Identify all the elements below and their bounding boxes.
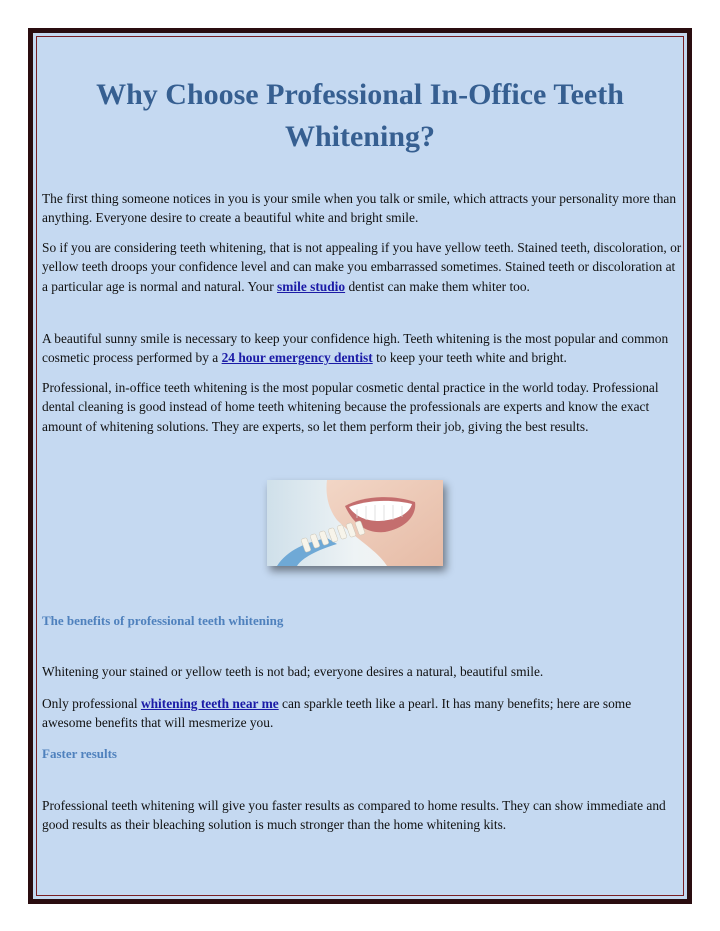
paragraph-text: dentist can make them whiter too. xyxy=(345,278,530,294)
faster-results-heading: Faster results xyxy=(42,746,117,761)
smile-studio-link[interactable]: smile studio xyxy=(277,278,346,294)
emergency-dentist-link[interactable]: 24 hour emergency dentist xyxy=(221,350,373,366)
paragraph-sunny-smile xyxy=(42,329,682,368)
document-page xyxy=(28,28,692,904)
paragraph-text: to keep your teeth white and bright. xyxy=(372,350,567,366)
paragraph-text: can sparkle teeth like a pearl. It has many benefits; here are some awesome benefits that will mesmerize you. xyxy=(42,696,632,731)
whitening-near-me-link[interactable]: whitening teeth near me xyxy=(140,696,279,711)
paragraph-intro: The first thing someone notices in you is your smile when you talk or smile, which attracts your personality more than anything. Everyone desire to create a beautiful white and bright smile. xyxy=(42,191,677,226)
paragraph-text: So if you are considering teeth whitening, that is not appealing if you have yellow teeth. Stained teeth, discoloration, or yellow teeth droops your confidence level and can make you embarrassed sometimes. Stained teeth or discoloration at a particular age is normal and natural. Your xyxy=(42,240,682,294)
paragraph-yellow-teeth xyxy=(42,238,682,296)
page-border xyxy=(36,36,684,896)
paragraph-natural-smile: Whitening your stained or yellow teeth is not bad; everyone desires a natural, beautiful smile. xyxy=(42,664,544,679)
paragraph-text: A beautiful sunny smile is necessary to keep your confidence high. Teeth whitening is the most popular and common cosmetic process performed by a xyxy=(42,331,669,366)
smile-shade-guide-image xyxy=(267,480,443,566)
paragraph-faster-results: Professional teeth whitening will give you faster results as compared to home results. They can show immediate and good results as their bleaching solution is much stronger than the home whitening kits. xyxy=(42,798,666,833)
benefits-heading: The benefits of professional teeth whitening xyxy=(42,613,284,628)
paragraph-in-office: Professional, in-office teeth whitening is the most popular cosmetic dental practice in the world today. Professional dental cleaning is good instead of home teeth whitening because the professionals are experts and know the exact amount of whitening solutions. They are experts, so let them perform their job, giving the best results. xyxy=(42,380,659,434)
page-title: Why Choose Professional In-Office Teeth Whitening? xyxy=(96,78,624,153)
smile-illustration xyxy=(267,480,443,566)
paragraph-text: Only professional xyxy=(42,696,141,711)
paragraph-benefits-intro xyxy=(42,694,682,733)
